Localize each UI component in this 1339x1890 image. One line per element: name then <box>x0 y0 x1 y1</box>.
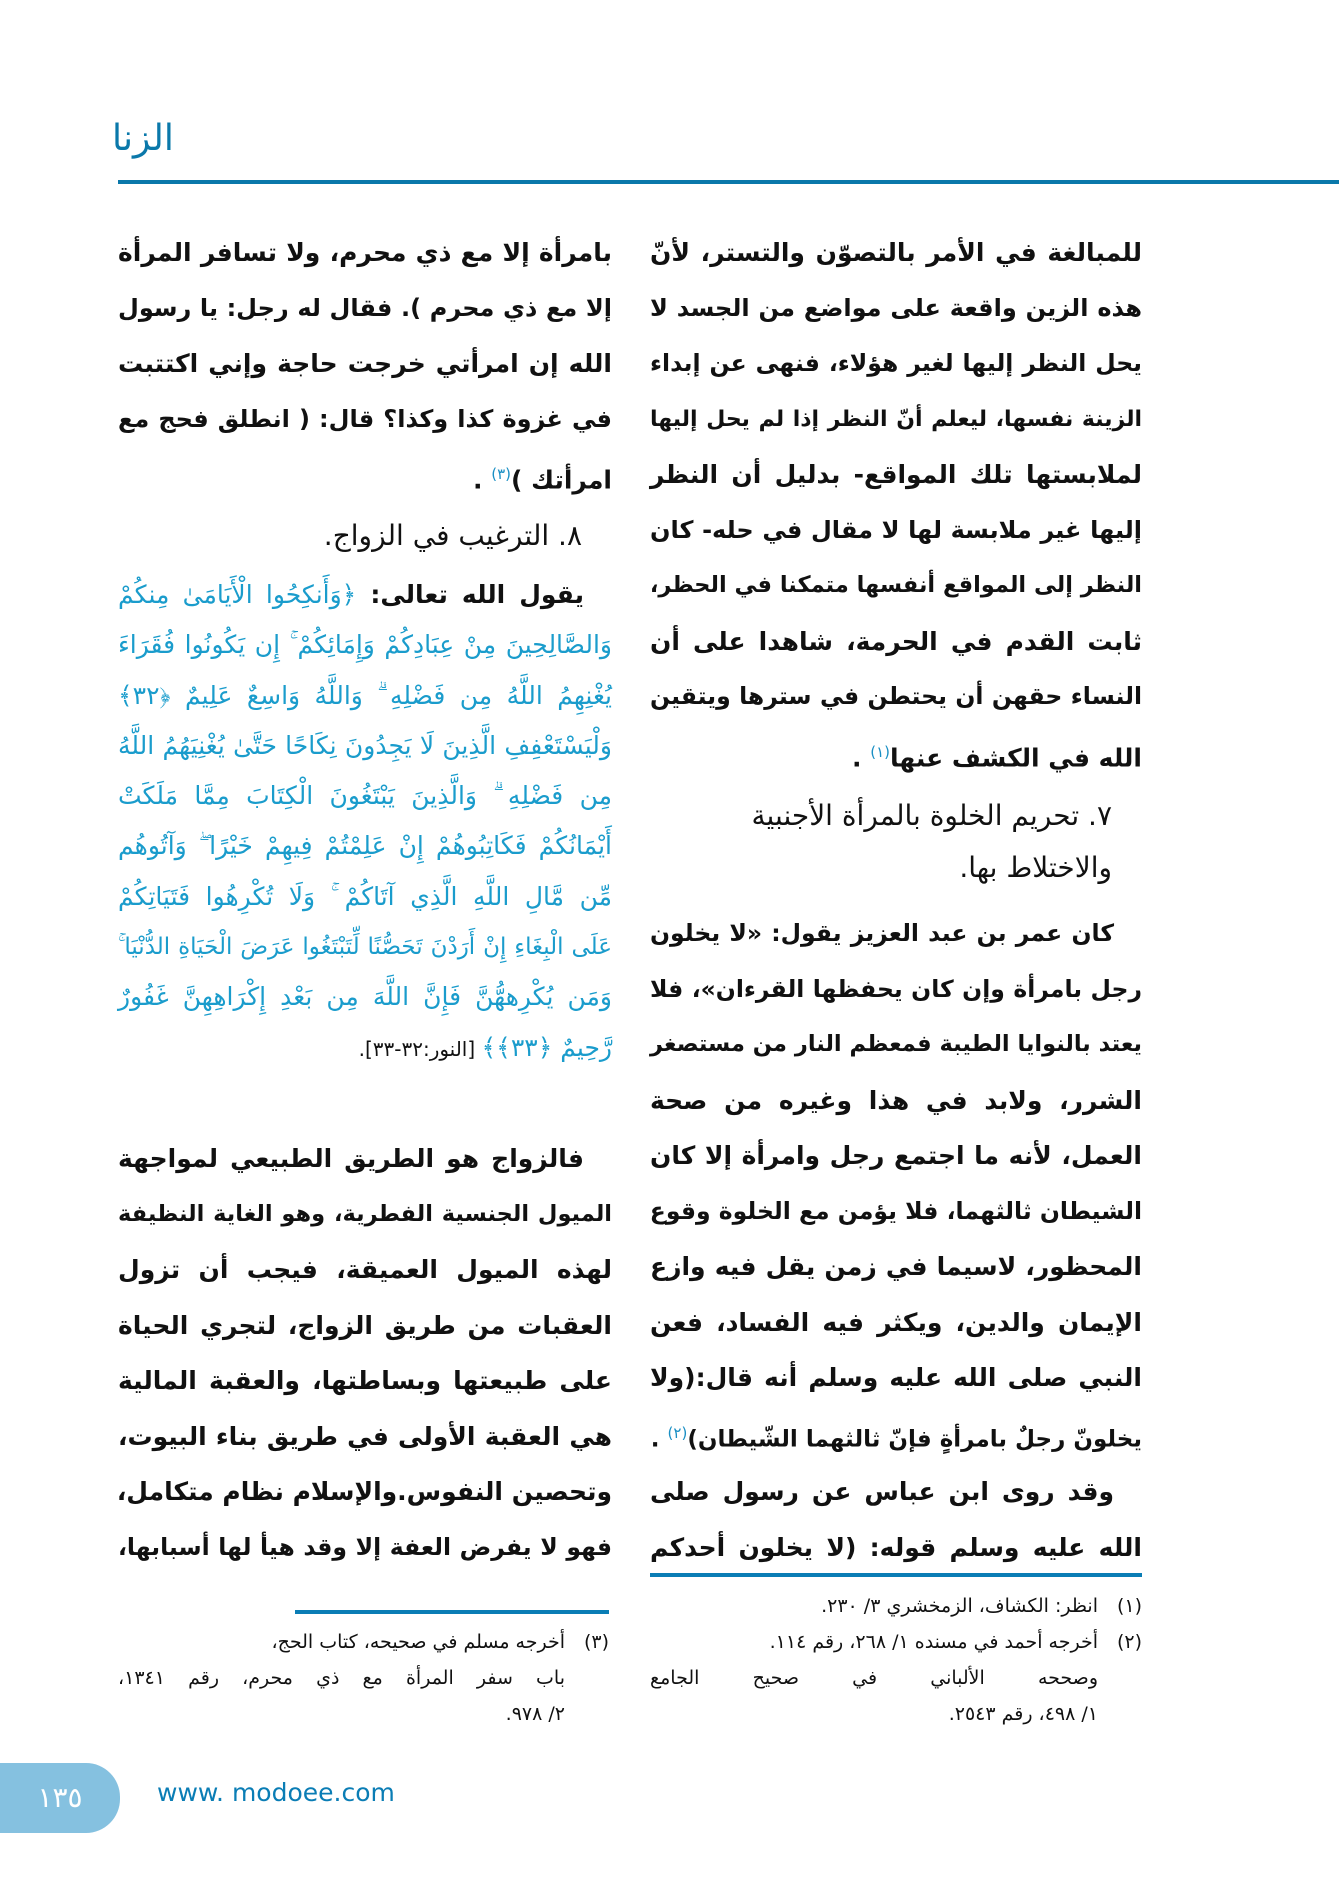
line-text: هذه الزين واقعة على مواضع من الجسد لا <box>650 293 1142 322</box>
text-line <box>118 1409 612 1465</box>
quran-text: رَّحِيمٌ ﴿٣٣﴾﴾ <box>481 1032 612 1062</box>
paragraph <box>118 1131 612 1575</box>
section-heading-8 <box>118 510 612 562</box>
line-text: كان عمر بن عبد العزيز يقول: «لا يخلون <box>650 919 1114 947</box>
line-text: فالزواج هو الطريق الطبيعي لمواجهة <box>118 1144 584 1173</box>
text-line <box>650 447 1142 503</box>
quran-text: يُغْنِهِمُ اللَّهُ مِن فَضْلِهِ ۗ وَاللَّهُ وَاسِعٌ عَلِيمٌ ﴿٣٢﴾ <box>118 680 612 710</box>
footnote-line <box>650 1660 1142 1696</box>
footnote-number: (٣) <box>583 1631 609 1653</box>
text-line <box>650 906 1142 962</box>
footnote-line <box>650 1588 1142 1624</box>
line-text: وقد روى ابن عباس عن رسول صلى <box>650 1477 1114 1506</box>
line-text: يعتد بالنوايا الطيبة فمعظم النار من مستصغر <box>650 1031 1142 1057</box>
line-text: يحل النظر إليها لغير هؤلاء، فنهى عن إبداء <box>650 349 1142 377</box>
footnote-line <box>650 1696 1142 1732</box>
quran-line <box>118 721 612 771</box>
quran-verse <box>118 570 612 1073</box>
text-line <box>118 281 612 337</box>
surah-citation: [النور:٣٢-٣٣]. <box>358 1036 482 1061</box>
quran-line <box>118 771 612 821</box>
quran-line <box>118 922 612 972</box>
paragraph <box>650 906 1142 1461</box>
quran-line <box>118 1023 612 1073</box>
footnote-text: وصححه الألباني في صحيح الجامع <box>650 1667 1098 1689</box>
footnote-number: (١) <box>1116 1595 1142 1617</box>
text-line <box>650 1464 1142 1520</box>
text-line <box>650 962 1142 1018</box>
footnote-text: ١/ ٤٩٨، رقم ٢٥٤٣. <box>948 1703 1098 1725</box>
page-number: ١٣٥ <box>37 1781 83 1814</box>
footnote-line <box>118 1624 609 1660</box>
line-text: الله إن امرأتي خرجت حاجة وإني اكتتبت <box>118 349 612 378</box>
text-line <box>650 790 1142 842</box>
header-rule <box>118 180 1339 184</box>
text-line <box>650 281 1142 337</box>
footnote-rule <box>295 1610 609 1614</box>
line-text: الله في الكشف عنها <box>890 742 1142 772</box>
footnote-text: ٢/ ٩٧٨. <box>505 1703 565 1725</box>
line-text: المحظور، لاسيما في زمن يقل فيه وازع <box>650 1252 1142 1281</box>
footnotes <box>118 1624 609 1732</box>
text-line <box>118 1353 612 1409</box>
line-text: الشيطان ثالثهما، فلا يؤمن مع الخلوة وقوع <box>649 1196 1142 1225</box>
footnote-ref: (٢) <box>667 1423 688 1442</box>
text-line <box>118 1520 612 1576</box>
line-text: وتحصين النفوس.والإسلام نظام متكامل، <box>116 1477 612 1506</box>
quran-line <box>118 872 612 922</box>
footnote-rule <box>650 1573 1142 1577</box>
quran-text: وَمَن يُكْرِههُّنَّ فَإِنَّ اللَّهَ مِن بَعْدِ إِكْرَاهِهِنَّ غَفُورٌ <box>118 982 612 1012</box>
quran-text: عَلَى الْبِغَاءِ إِنْ أَرَدْنَ تَحَصُّنًا لِّتَبْتَغُوا عَرَضَ الْحَيَاةِ الدُّنْيَا ۚ <box>118 934 612 961</box>
quran-text: ﴿وَأَنكِحُوا الْأَيَامَىٰ مِنكُمْ <box>118 580 357 609</box>
footnote-text: أخرجه أحمد في مسنده ١/ ٢٦٨، رقم ١١٤. <box>769 1631 1098 1653</box>
line-text: العقبات من طريق الزواج، لتجري الحياة <box>118 1310 612 1340</box>
quran-line <box>118 671 612 721</box>
text-line <box>650 1295 1142 1351</box>
line-text: ٧. تحريم الخلوة بالمرأة الأجنبية <box>751 799 1112 832</box>
quran-text: أَيْمَانُكُمْ فَكَاتِبُوهُمْ إِنْ عَلِمْتُمْ فِيهِمْ خَيْرًا ۖ وَآتُوهُم <box>118 831 612 861</box>
line-text: بامرأة إلا مع ذي محرم، ولا تسافر المرأة <box>118 238 612 267</box>
page-number-badge <box>0 1763 120 1833</box>
line-text: إليها غير ملابسة لها لا مقال في حله- كان <box>650 515 1142 544</box>
text-line <box>650 1017 1142 1073</box>
footnote-line <box>118 1696 609 1732</box>
line-text: هي العقبة الأولى في طريق بناء البيوت، <box>118 1421 612 1451</box>
line-text: ٨. الترغيب في الزواج. <box>323 519 582 552</box>
text-line <box>650 1406 1142 1462</box>
quran-line <box>118 972 612 1022</box>
section-heading-7 <box>650 790 1142 894</box>
line-text: والاختلاط بها. <box>959 851 1112 884</box>
line-text: الإيمان والدين، ويكثر فيه الفساد، فعن <box>650 1307 1142 1337</box>
quran-text: مِن فَضْلِهِ ۗ وَالَّذِينَ يَبْتَغُونَ الْكِتَابَ مِمَّا مَلَكَتْ <box>118 781 612 811</box>
text-line <box>118 1187 612 1243</box>
quran-line <box>118 570 612 620</box>
text-line <box>118 225 612 281</box>
footnote-text: باب سفر المرأة مع ذي محرم، رقم ١٣٤١، <box>118 1667 565 1689</box>
text-line <box>650 336 1142 392</box>
line-text: الزينة نفسها، ليعلم أنّ النظر إذا لم يحل إليها <box>650 406 1142 432</box>
quran-line <box>118 821 612 871</box>
footnote-text: أخرجه مسلم في صحيحه، كتاب الحج، <box>271 1631 565 1653</box>
footnote-ref: (١) <box>870 742 891 761</box>
text-line <box>650 1350 1142 1406</box>
text-line <box>650 1520 1142 1576</box>
punctuation: . <box>852 742 871 772</box>
text-line <box>118 1131 612 1187</box>
footnotes <box>650 1588 1142 1732</box>
line-text: امرأتك ) <box>511 465 612 495</box>
line-text: في غزوة كذا وكذا؟ قال: ( انطلق فحج مع <box>118 404 612 433</box>
line-text: لملابستها تلك المواقع- بدليل أن النظر <box>650 460 1142 489</box>
line-text: النظر إلى المواقع أنفسها متمكنا في الحظر، <box>649 572 1142 598</box>
text-line <box>650 1073 1142 1129</box>
text-line <box>650 1184 1142 1240</box>
chapter-title: الزنا <box>112 118 174 159</box>
footnote-text: انظر: الكشاف، الزمخشري ٣/ ٢٣٠. <box>821 1595 1098 1617</box>
text-line <box>118 1298 612 1354</box>
line-text: ثابت القدم في الحرمة، شاهدا على أن <box>650 626 1142 656</box>
text-line <box>650 558 1142 614</box>
line-text: للمبالغة في الأمر بالتصوّن والتستر، لأنّ <box>650 238 1142 267</box>
website-link[interactable]: www. modoee.com <box>157 1778 395 1807</box>
quran-text: مِّن مَّالِ اللَّهِ الَّذِي آتَاكُمْ ۚ وَلَا تُكْرِهُوا فَتَيَاتِكُمْ <box>118 881 612 911</box>
punctuation: . <box>650 1426 668 1453</box>
paragraph <box>650 1464 1142 1575</box>
text-line <box>118 510 612 562</box>
line-text: لهذه الميول العميقة، فيجب أن تزول <box>118 1255 612 1284</box>
line-text: الله عليه وسلم قوله: (لا يخلون أحدكم <box>650 1532 1142 1562</box>
line-text: إلا مع ذي محرم ). فقال له رجل: يا رسول <box>118 293 612 322</box>
footnote-ref: (٣) <box>491 465 512 483</box>
line-text: فهو لا يفرض العفة إلا وقد هيأ لها أسبابها، <box>118 1532 612 1561</box>
line-text: الشرر، ولابد في هذا وغيره من صحة <box>650 1085 1142 1115</box>
quran-text: وَالصَّالِحِينَ مِنْ عِبَادِكُمْ وَإِمَائِكُمْ ۚ إِن يَكُونُوا فُقَرَاءَ <box>118 630 612 660</box>
line-text: الميول الجنسية الفطرية، وهو الغاية النظيفة <box>118 1200 612 1227</box>
line-text: النبي صلى الله عليه وسلم أنه قال:(ولا <box>650 1363 1142 1392</box>
text-line <box>650 1128 1142 1184</box>
footnote-number: (٢) <box>1116 1631 1142 1653</box>
line-text: على طبيعتها وبساطتها، والعقبة المالية <box>118 1366 612 1395</box>
line-text: النساء حقهن أن يحتطن في سترها ويتقين <box>650 682 1142 710</box>
text-line <box>650 725 1142 781</box>
text-line <box>650 1239 1142 1295</box>
paragraph <box>650 225 1142 780</box>
text-line <box>650 392 1142 448</box>
text-line <box>118 447 612 503</box>
text-line <box>650 225 1142 281</box>
quran-line <box>118 620 612 670</box>
punctuation: . <box>473 465 492 495</box>
text-line <box>650 842 1142 894</box>
footnote-line <box>650 1624 1142 1660</box>
quran-text: وَلْيَسْتَعْفِفِ الَّذِينَ لَا يَجِدُونَ نِكَاحًا حَتَّىٰ يُغْنِيَهُمُ اللَّهُ <box>118 730 612 760</box>
text-line <box>650 503 1142 559</box>
text-line <box>118 1242 612 1298</box>
text-line <box>650 614 1142 670</box>
text-line <box>118 336 612 392</box>
line-text: رجل بامرأة وإن كان يحفظها القرءان»، فلا <box>650 974 1142 1003</box>
paragraph <box>118 225 612 503</box>
quran-intro: يقول الله تعالى: <box>356 580 584 609</box>
line-text: العمل، لأنه ما اجتمع رجل وامرأة إلا كان <box>650 1141 1142 1170</box>
text-line <box>118 1464 612 1520</box>
text-line <box>118 392 612 448</box>
text-line <box>650 669 1142 725</box>
footnote-line <box>118 1660 609 1696</box>
line-text: يخلونّ رجلٌ بامرأةٍ فإنّ ثالثهما الشّيطان) <box>687 1426 1142 1453</box>
